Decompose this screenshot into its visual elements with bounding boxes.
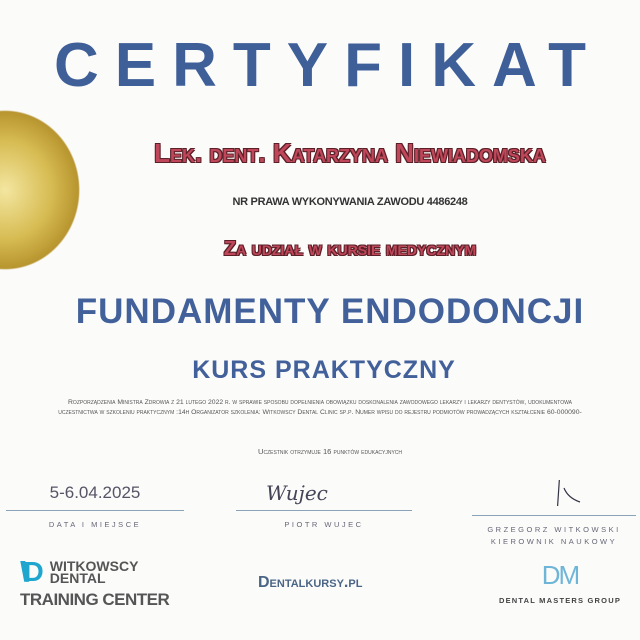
signer1-name: PIOTR WUJEC	[284, 520, 364, 529]
divider	[6, 510, 184, 511]
logo-text: WITKOWSCY	[49, 558, 139, 574]
participation-text: Za udział w kursie medycznym	[223, 238, 477, 260]
signature-block-1	[236, 480, 412, 531]
course-name: FUNDAMENTY ENDODONCJI	[75, 292, 585, 331]
legal-text	[6, 398, 634, 418]
logo-text: DENTAL	[49, 570, 106, 586]
signature-wujec: Wujec	[266, 481, 328, 505]
license-number: NR PRAWA WYKONYWANIA ZAWODU 4486248	[232, 196, 468, 208]
course-type: KURS PRAKTYCZNY	[192, 356, 456, 384]
date-label: DATA I MIEJSCE	[48, 520, 142, 529]
witkowscy-logo	[20, 556, 169, 610]
dentalkursy-logo: Dentalkursy.pl	[258, 574, 363, 591]
legal-text-line1: Rozporządzenia Ministra Zdrowia z 21 lutego 2022 r. w sprawie sposobu dopełnienia obowiązku doskonalenia zawodowego lekarzy i lekarzy dentystów, udokumentowa	[68, 399, 572, 406]
points-text: Uczestnik otrzymuje 16 punktów edukacyjnych	[257, 447, 403, 456]
recipient-name: Lek. dent. Katarzyna Niewiadomska	[154, 138, 546, 168]
dm-mark-icon: DM	[541, 560, 579, 590]
certificate-title: CERTYFIKAT	[53, 31, 603, 100]
legal-text-line2: uczestnictwa w szkoleniu praktycznym :14h Organizator szkolenia: Witkowscy Dental Clinic sp.p. Numer wpisu do rejestru podmiotów prowadzących kształcenie 60-000090-	[58, 409, 582, 416]
signer2-role: KIEROWNIK NAUKOWY	[490, 537, 618, 546]
divider	[236, 510, 412, 511]
signature-block-2	[472, 480, 636, 548]
logo-text: TRAINING CENTER	[20, 590, 170, 609]
logo-text: DENTAL MASTERS GROUP	[498, 596, 622, 605]
date-value: 5-6.04.2025	[49, 483, 141, 502]
signature-witkowski	[472, 480, 636, 506]
signer2-name: GRZEGORZ WITKOWSKI	[487, 525, 621, 534]
divider	[472, 515, 636, 516]
wd-mark-icon: \\D	[20, 556, 38, 587]
date-block	[6, 480, 184, 531]
dental-masters-logo	[490, 560, 630, 605]
